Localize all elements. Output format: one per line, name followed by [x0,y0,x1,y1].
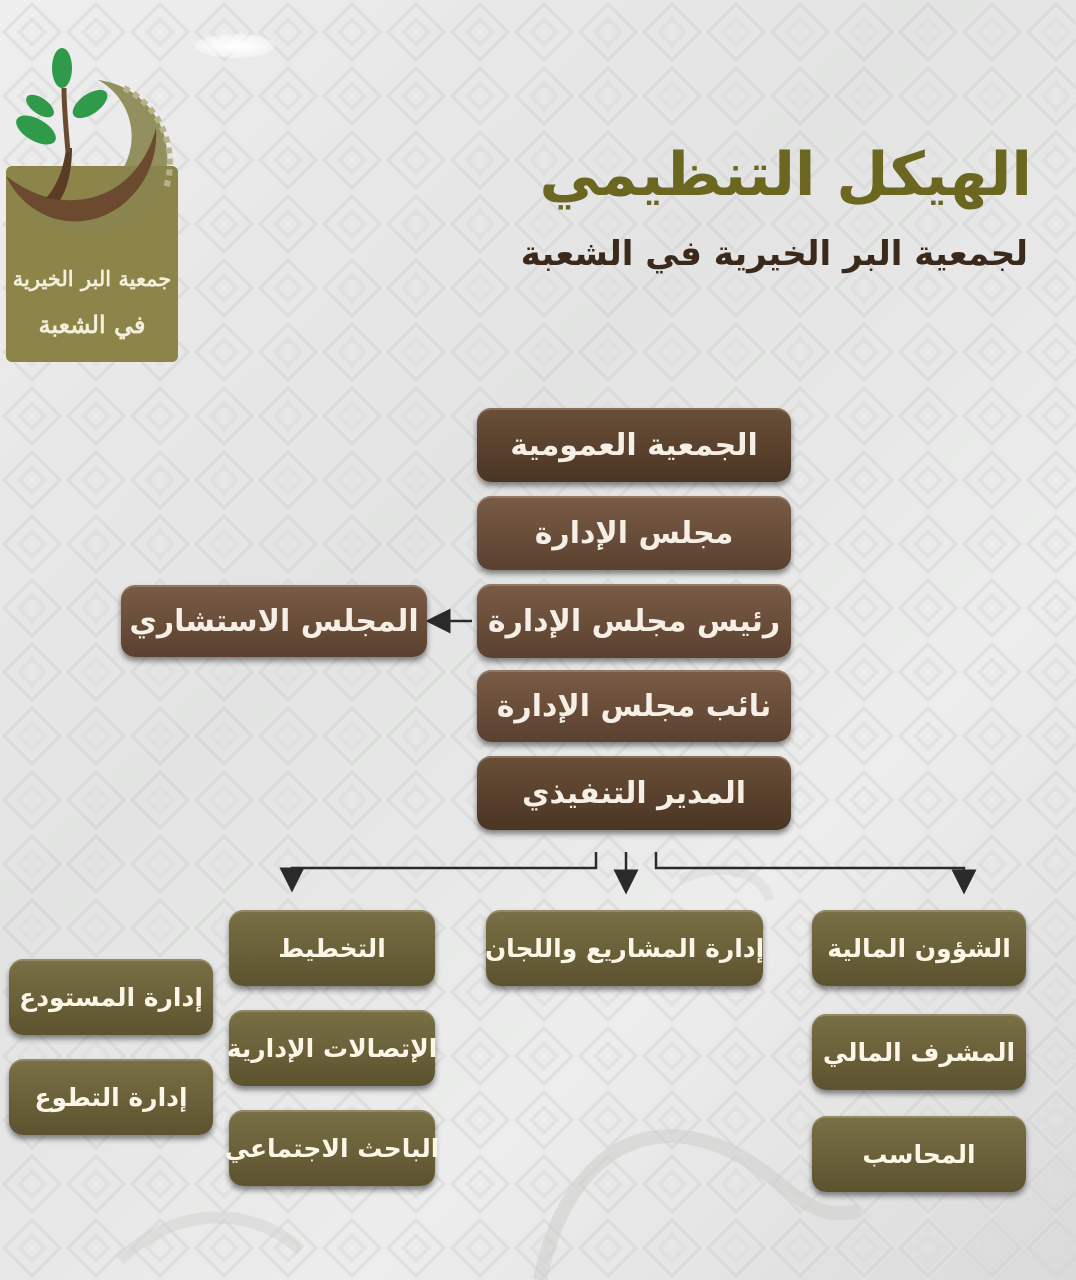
node-administrative-communications[interactable]: الإتصالات الإدارية [229,1010,435,1086]
node-financial-affairs[interactable]: الشؤون المالية [812,910,1026,986]
node-accountant[interactable]: المحاسب [812,1116,1026,1192]
node-projects-committees[interactable]: إدارة المشاريع واللجان [486,910,763,986]
logo-text-line-1: جمعية البر الخيرية [12,266,172,291]
connector-to-finance [656,852,964,882]
node-advisory-council[interactable]: المجلس الاستشاري [121,585,427,657]
node-planning[interactable]: التخطيط [229,910,435,986]
node-board-vice-chairman[interactable]: نائب مجلس الإدارة [477,670,791,742]
logo-text-line-2: في الشعبة [38,310,146,339]
node-financial-supervisor[interactable]: المشرف المالي [812,1014,1026,1090]
node-volunteering-management[interactable]: إدارة التطوع [9,1059,213,1135]
connector-to-planning [292,852,596,880]
node-warehouse-management[interactable]: إدارة المستودع [9,959,213,1035]
node-board-chairman[interactable]: رئيس مجلس الإدارة [477,584,791,658]
node-executive-director[interactable]: المدير التنفيذي [477,756,791,830]
node-board-of-directors[interactable]: مجلس الإدارة [477,496,791,570]
node-general-assembly[interactable]: الجمعية العمومية [477,408,791,482]
page-subtitle: لجمعية البر الخيرية في الشعبة [520,234,1028,274]
node-social-researcher[interactable]: الباحث الاجتماعي [229,1110,435,1186]
page-title: الهيكل التنظيمي [539,140,1032,210]
